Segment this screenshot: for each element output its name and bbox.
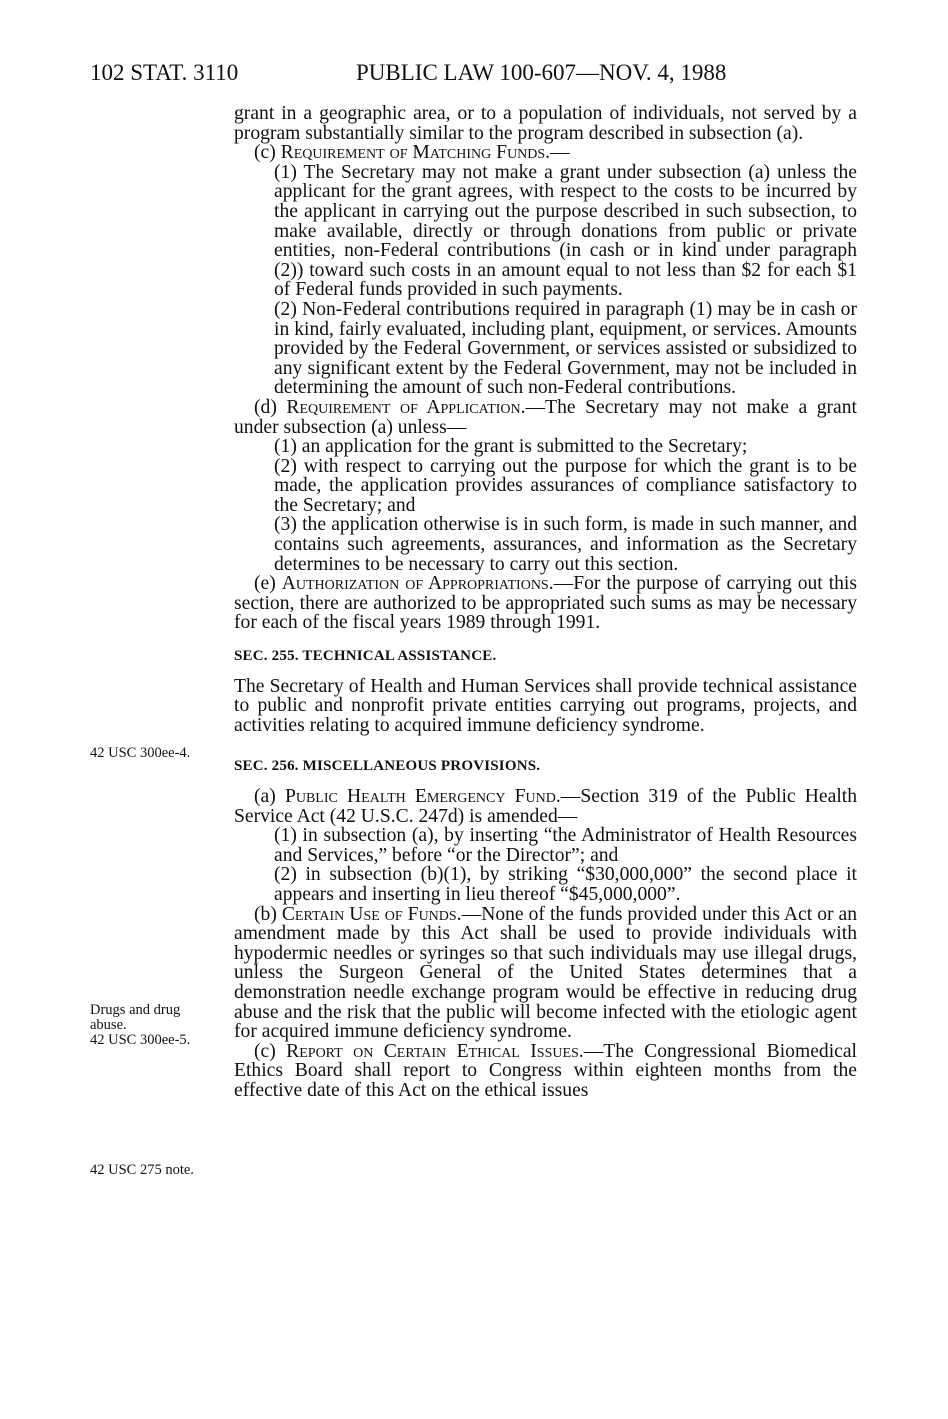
paragraph-a1: (1) in subsection (a), by inserting “the Administrator of Health Resources and Services,” before “or the Director”; and (274, 825, 857, 866)
subsection-256-c: (c) Report on Certain Ethical Issues.—The Congressional Biomedical Ethics Board shall report to Congress within eighteen months from the effective date of this Act on the ethical issues (234, 1040, 857, 1101)
margin-note-275: 42 USC 275 note. (90, 1162, 194, 1178)
subsection-e: (e) Authorization of Appropriations.—For the purpose of carrying out this section, there are authorized to be appropriated such sums as may be necessary for each of the fiscal years 1989 through 1991. (234, 573, 858, 634)
paragraph-d1: (1) an application for the grant is submitted to the Secretary; (274, 436, 748, 458)
paragraph-c2: (2) Non-Federal contributions required in paragraph (1) may be in cash or in kind, fairly evaluated, including plant, equipment, or services. Amounts provided by the Federal Government, or services assisted or subsidized to any significant extent by the Federal Government, may not be included in determining the amount of such non-Federal contributions. (274, 298, 857, 399)
paragraph-continuation: grant in a geographic area, or to a population of individuals, not served by a program substantially similar to the program described in subsection (a). (234, 103, 857, 144)
subsection-d: (d) Requirement of Application.—The Secretary may not make a grant under subsection (a) unless— (234, 396, 857, 438)
section-255-heading: SEC. 255. TECHNICAL ASSISTANCE. (234, 648, 497, 665)
subsection-c-heading: (c) Requirement of Matching Funds.— (254, 142, 570, 164)
section-255-body: The Secretary of Health and Human Services shall provide technical assistance to public and nonprofit private entities carrying out programs, projects, and activities relating to acquired immune deficiency syndrome. (234, 675, 857, 736)
paragraph-d3: (3) the application otherwise is in such form, is made in such manner, and contains such agreements, assurances, and information as the Secretary determines to be necessary to carry out this section. (274, 514, 857, 575)
paragraph-a2: (2) in subsection (b)(1), by striking “$30,000,000” the second place it appears and inserting in lieu thereof “$45,000,000”. (274, 864, 857, 905)
subsection-256-b: (b) Certain Use of Funds.—None of the funds provided under this Act or an amendment made by this Act shall be used to provide individuals with hypodermic needles or syringes so that such individuals may use illegal drugs, unless the Surgeon General of the United States determines that a demonstration needle exchange program would be effective in reducing drug abuse and the risk that the public will become infected with the etiologic agent for acquired immune deficiency syndrome. (234, 903, 858, 1043)
document-body (234, 104, 857, 1101)
page-reference: 102 STAT. 3110 (90, 60, 239, 85)
paragraph-c1: (1) The Secretary may not make a grant under subsection (a) unless the applicant for the grant agrees, with respect to the costs to be incurred by the applicant in carrying out the purpose described in such subsection, to make available, directly or through donations from public or private entities, non-Federal contributions (in cash or in kind under paragraph (2)) toward such costs in an amount equal to not less than $2 for each $1 of Federal funds provided in such payments. (274, 161, 857, 301)
subsection-256-a: (a) Public Health Emergency Fund.—Section 319 of the Public Health Service Act (42 U.S.C. 247d) is amended— (234, 786, 857, 827)
section-256-heading: SEC. 256. MISCELLANEOUS PROVISIONS. (234, 758, 541, 775)
margin-note-sec255: 42 USC 300ee-4. (90, 745, 191, 761)
paragraph-d2: (2) with respect to carrying out the purpose for which the grant is to be made, the application provides assurances of compliance satisfactory to the Secretary; and (274, 455, 857, 516)
law-reference: PUBLIC LAW 100-607—NOV. 4, 1988 (356, 60, 727, 85)
margin-note-drugs: Drugs and drug abuse. 42 USC 300ee-5. (90, 1002, 191, 1048)
